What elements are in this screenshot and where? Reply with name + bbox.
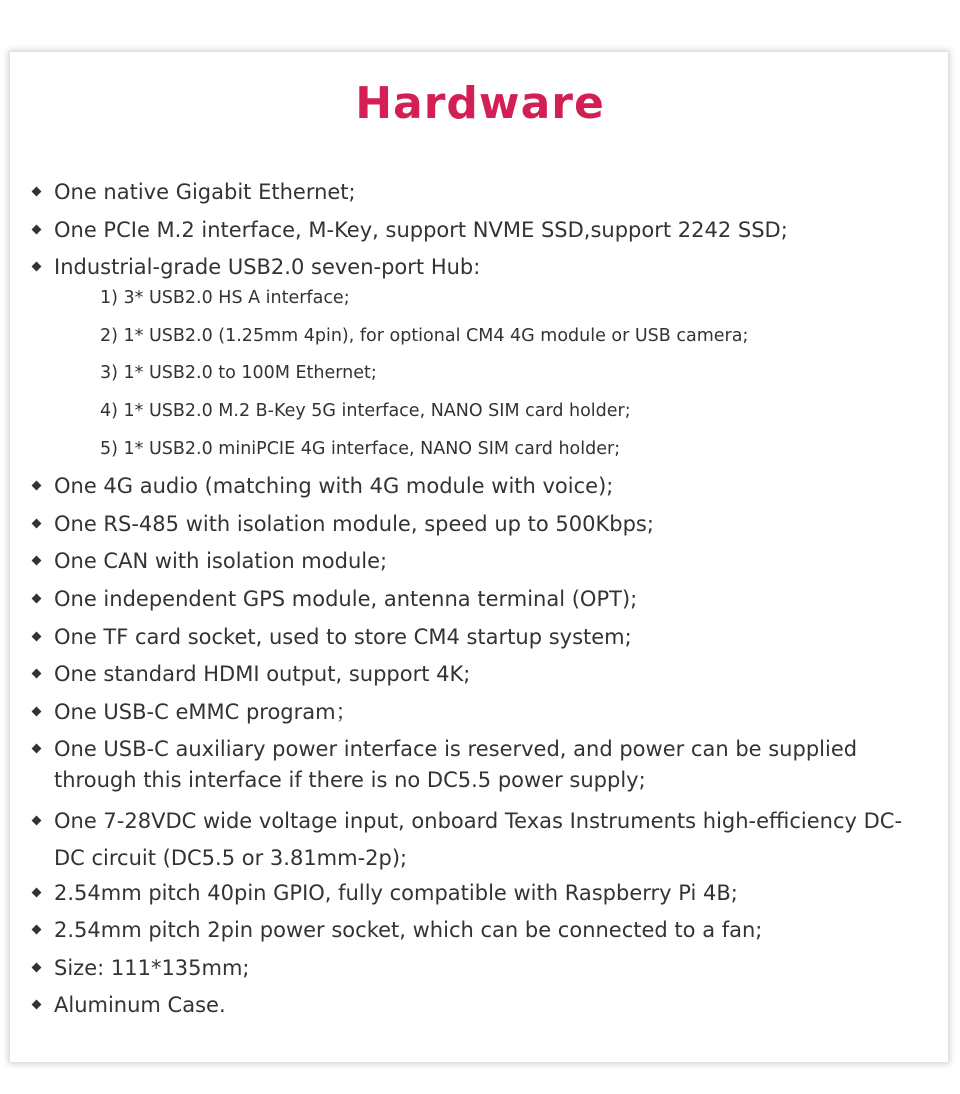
list-item-text: Aluminum Case. bbox=[54, 993, 226, 1018]
diamond-bullet-icon bbox=[32, 262, 42, 272]
list-item-text: One native Gigabit Ethernet; bbox=[54, 180, 356, 204]
diamond-bullet-icon bbox=[32, 1000, 42, 1010]
list-item bbox=[30, 622, 930, 653]
sub-list-item: 2) 1* USB2.0 (1.25mm 4pin), for optional CM4 4G module or USB camera; bbox=[100, 325, 749, 346]
list-item-text: Industrial-grade USB2.0 seven-port Hub: bbox=[54, 255, 481, 280]
sub-list-item: 3) 1* USB2.0 to 100M Ethernet; bbox=[100, 363, 377, 384]
list-item bbox=[30, 953, 930, 984]
list-item-text: One PCIe M.2 interface, M-Key, support NVME SSD,support 2242 SSD; bbox=[54, 217, 788, 242]
list-item-text: One 7-28VDC wide voltage input, onboard Texas Instruments high-efficiency DC-DC circuit (DC5.5 or 3.81mm-2p); bbox=[54, 808, 903, 870]
list-item bbox=[30, 584, 930, 615]
diamond-bullet-icon bbox=[32, 962, 42, 972]
list-item-text: One independent GPS module, antenna terminal (OPT); bbox=[54, 586, 638, 611]
list-item-text: One USB-C auxiliary power interface is reserved, and power can be supplied through this interface if there is no DC5.5 power supply; bbox=[54, 737, 858, 793]
list-item bbox=[30, 734, 930, 796]
usb-hub-port-list bbox=[54, 286, 930, 461]
sub-list-item: 5) 1* USB2.0 miniPCIE 4G interface, NANO SIM card holder; bbox=[100, 438, 621, 459]
diamond-bullet-icon bbox=[32, 556, 42, 566]
list-item-text: 2.54mm pitch 40pin GPIO, fully compatible with Raspberry Pi 4B; bbox=[54, 880, 738, 905]
diamond-bullet-icon bbox=[32, 744, 42, 754]
diamond-bullet-icon bbox=[32, 224, 42, 234]
diamond-bullet-icon bbox=[32, 887, 42, 897]
list-item-text: One 4G audio (matching with 4G module with voice); bbox=[54, 474, 614, 499]
list-item bbox=[30, 915, 930, 946]
diamond-bullet-icon bbox=[32, 518, 42, 528]
page-title: Hardware bbox=[355, 78, 605, 129]
diamond-bullet-icon bbox=[32, 631, 42, 641]
list-item bbox=[30, 878, 930, 909]
list-item-text: One USB-C eMMC program； bbox=[54, 699, 357, 724]
list-item bbox=[30, 252, 930, 461]
list-item bbox=[30, 471, 930, 502]
list-item bbox=[30, 177, 930, 208]
list-item-text: One TF card socket, used to store CM4 startup system; bbox=[54, 624, 632, 649]
list-item bbox=[30, 659, 930, 690]
list-item bbox=[30, 509, 930, 540]
diamond-bullet-icon bbox=[32, 481, 42, 491]
diamond-bullet-icon bbox=[32, 187, 42, 197]
list-item bbox=[30, 697, 930, 728]
list-item bbox=[30, 546, 930, 577]
list-item-text: One CAN with isolation module; bbox=[54, 549, 388, 574]
sub-list-item: 4) 1* USB2.0 M.2 B-Key 5G interface, NANO SIM card holder; bbox=[100, 400, 631, 421]
list-item-text: Size: 111*135mm; bbox=[54, 955, 250, 980]
diamond-bullet-icon bbox=[32, 925, 42, 935]
diamond-bullet-icon bbox=[32, 706, 42, 716]
list-item bbox=[30, 215, 930, 246]
diamond-bullet-icon bbox=[32, 815, 42, 825]
hardware-feature-list bbox=[30, 177, 930, 1028]
sub-list-item: 1) 3* USB2.0 HS A interface; bbox=[100, 288, 350, 309]
list-item bbox=[30, 803, 930, 877]
list-item-text: One RS-485 with isolation module, speed up to 500Kbps; bbox=[54, 511, 654, 536]
list-item-text: One standard HDMI output, support 4K; bbox=[54, 662, 471, 687]
list-item-text: 2.54mm pitch 2pin power socket, which can be connected to a fan; bbox=[54, 918, 763, 943]
diamond-bullet-icon bbox=[32, 593, 42, 603]
diamond-bullet-icon bbox=[32, 669, 42, 679]
list-item bbox=[30, 990, 930, 1021]
